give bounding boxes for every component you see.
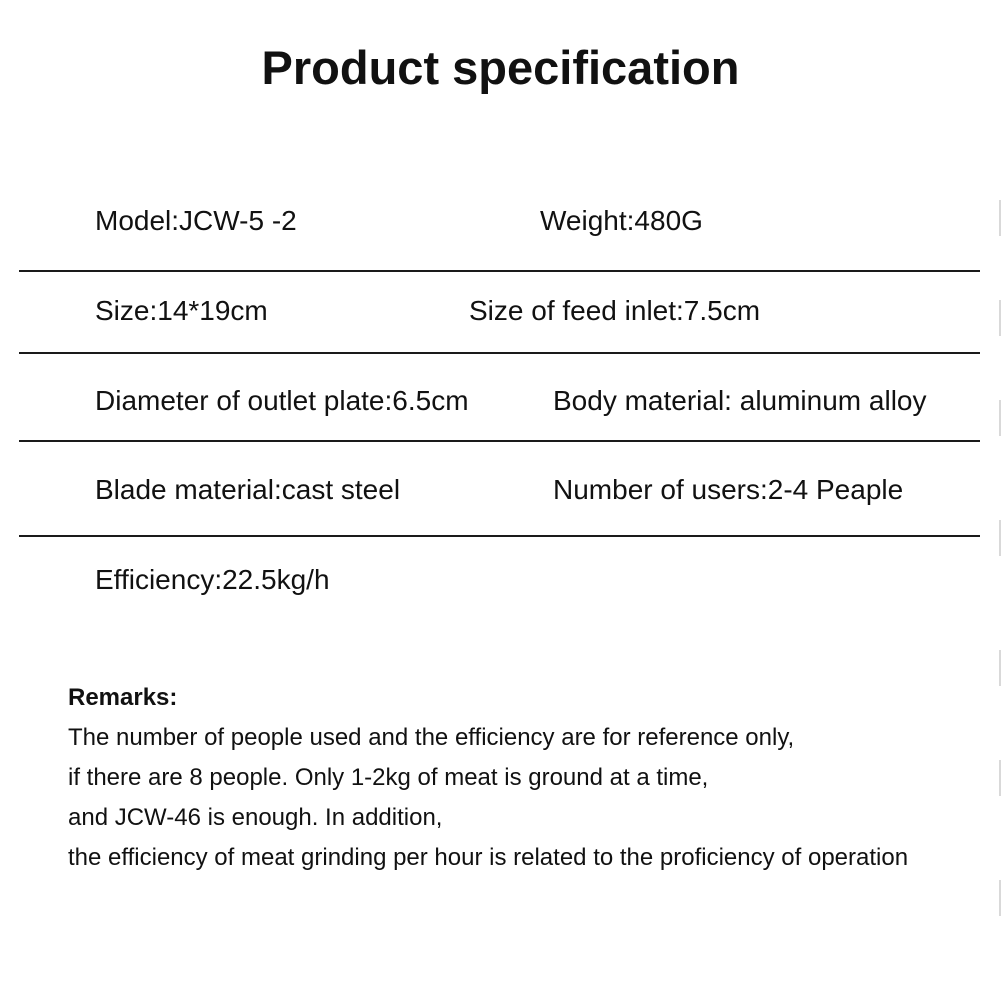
spec-blade-material: Blade material:cast steel [95, 474, 401, 505]
spec-outlet-plate: Diameter of outlet plate:6.5cm [95, 385, 469, 416]
spec-body-material: Body material: aluminum alloy [553, 385, 927, 416]
row-divider [19, 440, 980, 442]
row-divider [19, 352, 980, 354]
remarks-line: the efficiency of meat grinding per hour is related to the proficiency of operation [68, 844, 909, 871]
spec-weight: Weight:480G [540, 205, 703, 236]
spec-feed-inlet: Size of feed inlet:7.5cm [469, 295, 761, 326]
row-divider [19, 535, 980, 537]
row-divider [19, 270, 980, 272]
spec-number-of-users: Number of users:2-4 Peaple [553, 474, 904, 505]
spec-efficiency: Efficiency:22.5kg/h [95, 564, 330, 595]
remarks-heading: Remarks: [68, 684, 178, 711]
remarks-section [68, 683, 909, 871]
page-title: Product specification [261, 41, 740, 94]
remarks-line: The number of people used and the efficiency are for reference only, [68, 724, 795, 751]
spec-model: Model:JCW-5 -2 [95, 205, 297, 236]
remarks-line: if there are 8 people. Only 1-2kg of meat is ground at a time, [68, 764, 709, 791]
spec-size: Size:14*19cm [95, 295, 268, 326]
remarks-line: and JCW-46 is enough. In addition, [68, 804, 443, 831]
